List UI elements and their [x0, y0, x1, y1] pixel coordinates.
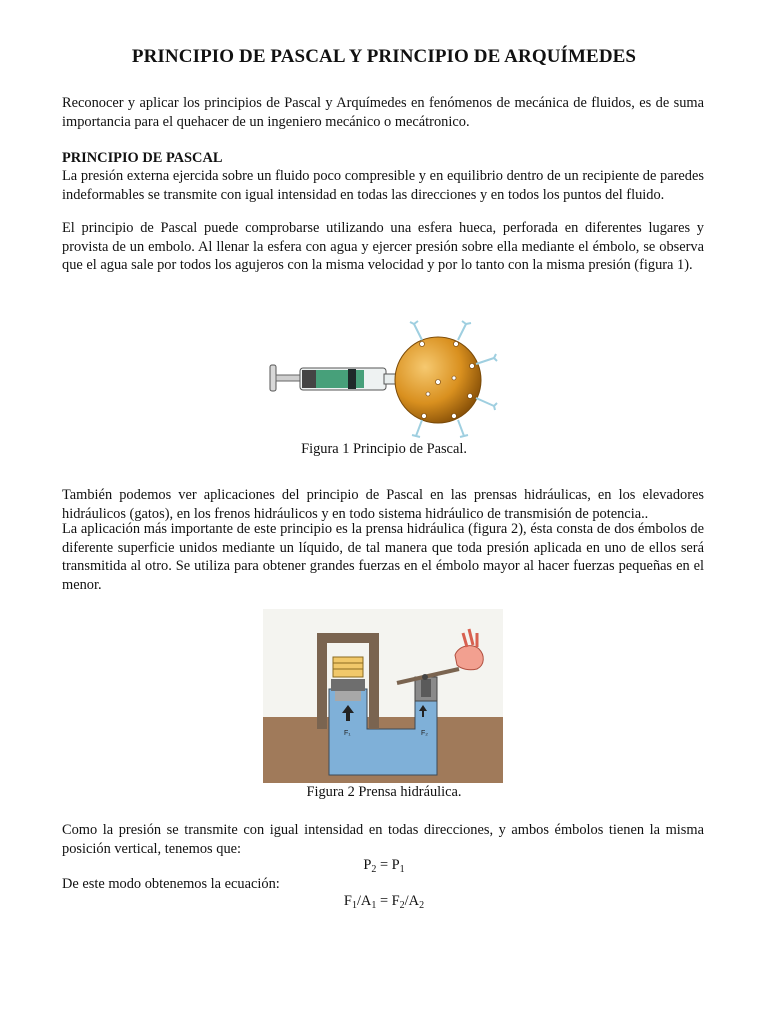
- figure-2-label-f2: F₂: [421, 730, 428, 737]
- figure-2-caption: Figura 2 Prensa hidráulica.: [306, 784, 462, 800]
- equation-force-area: $F_1/A_1 = F_2/A_2$: [343, 893, 425, 911]
- applications-paragraph: También podemos ver aplicaciones del principio de Pascal en las prensas hidráulicas, en los elevadores hidráulicos (gatos), en los frenos hidráulicos y en todo sistema hidráulico de transmisión de potencia..: [62, 487, 704, 522]
- figure-2-hydraulic-press: [263, 609, 503, 783]
- figure-1-syringe-sphere: [262, 320, 502, 440]
- pascal-demonstration-paragraph: El principio de Pascal puede comprobarse utilizando una esfera hueca, perforada en diferentes lugares y provista de un embolo. Al llenar la esfera con agua y ejercer presión sobre ella mediante el émbolo, se observa que el agua sale por todos los agujeros con la misma velocidad y por lo tanto con la misma presión (figura 1).: [62, 220, 704, 274]
- figure-1-caption: Figura 1 Principio de Pascal.: [301, 441, 467, 457]
- hydraulic-press-paragraph: La aplicación más importante de este principio es la prensa hidráulica (figura 2), ésta consta de dos émbolos de diferente superficie unidos mediante un líquido, de tal manera que toda presión aplicada en uno de ellos será transmitida al otro. Se utiliza para obtener grandes fuerzas en el émbolo mayor al hacer fuerzas pequeñas en el menor.: [62, 521, 704, 593]
- intro-paragraph: Reconocer y aplicar los principios de Pascal y Arquímedes en fenómenos de mecánica de fluidos, es de suma importancia para el quehacer de un ingeniero mecánico o mecátronico.: [62, 95, 704, 130]
- transmission-paragraph: Como la presión se transmite con igual intensidad en todas direcciones, y ambos émbolos tienen la misma posición vertical, tenemos que:: [62, 822, 704, 857]
- pascal-heading: PRINCIPIO DE PASCAL: [62, 150, 223, 166]
- figure-2-label-f1: F₁: [344, 730, 351, 737]
- pascal-definition-paragraph: La presión externa ejercida sobre un fluido poco compresible y en equilibrio dentro de un recipiente de paredes indeformables se transmite con igual intensidad en todas las direcciones y en todos los puntos del fluido.: [62, 168, 704, 203]
- equation-pressure: $P_2 = P_1$: [363, 857, 405, 875]
- equation-intro-paragraph: De este modo obtenemos la ecuación:: [62, 876, 280, 892]
- page-title: PRINCIPIO DE PASCAL Y PRINCIPIO DE ARQUÍMEDES: [131, 46, 637, 67]
